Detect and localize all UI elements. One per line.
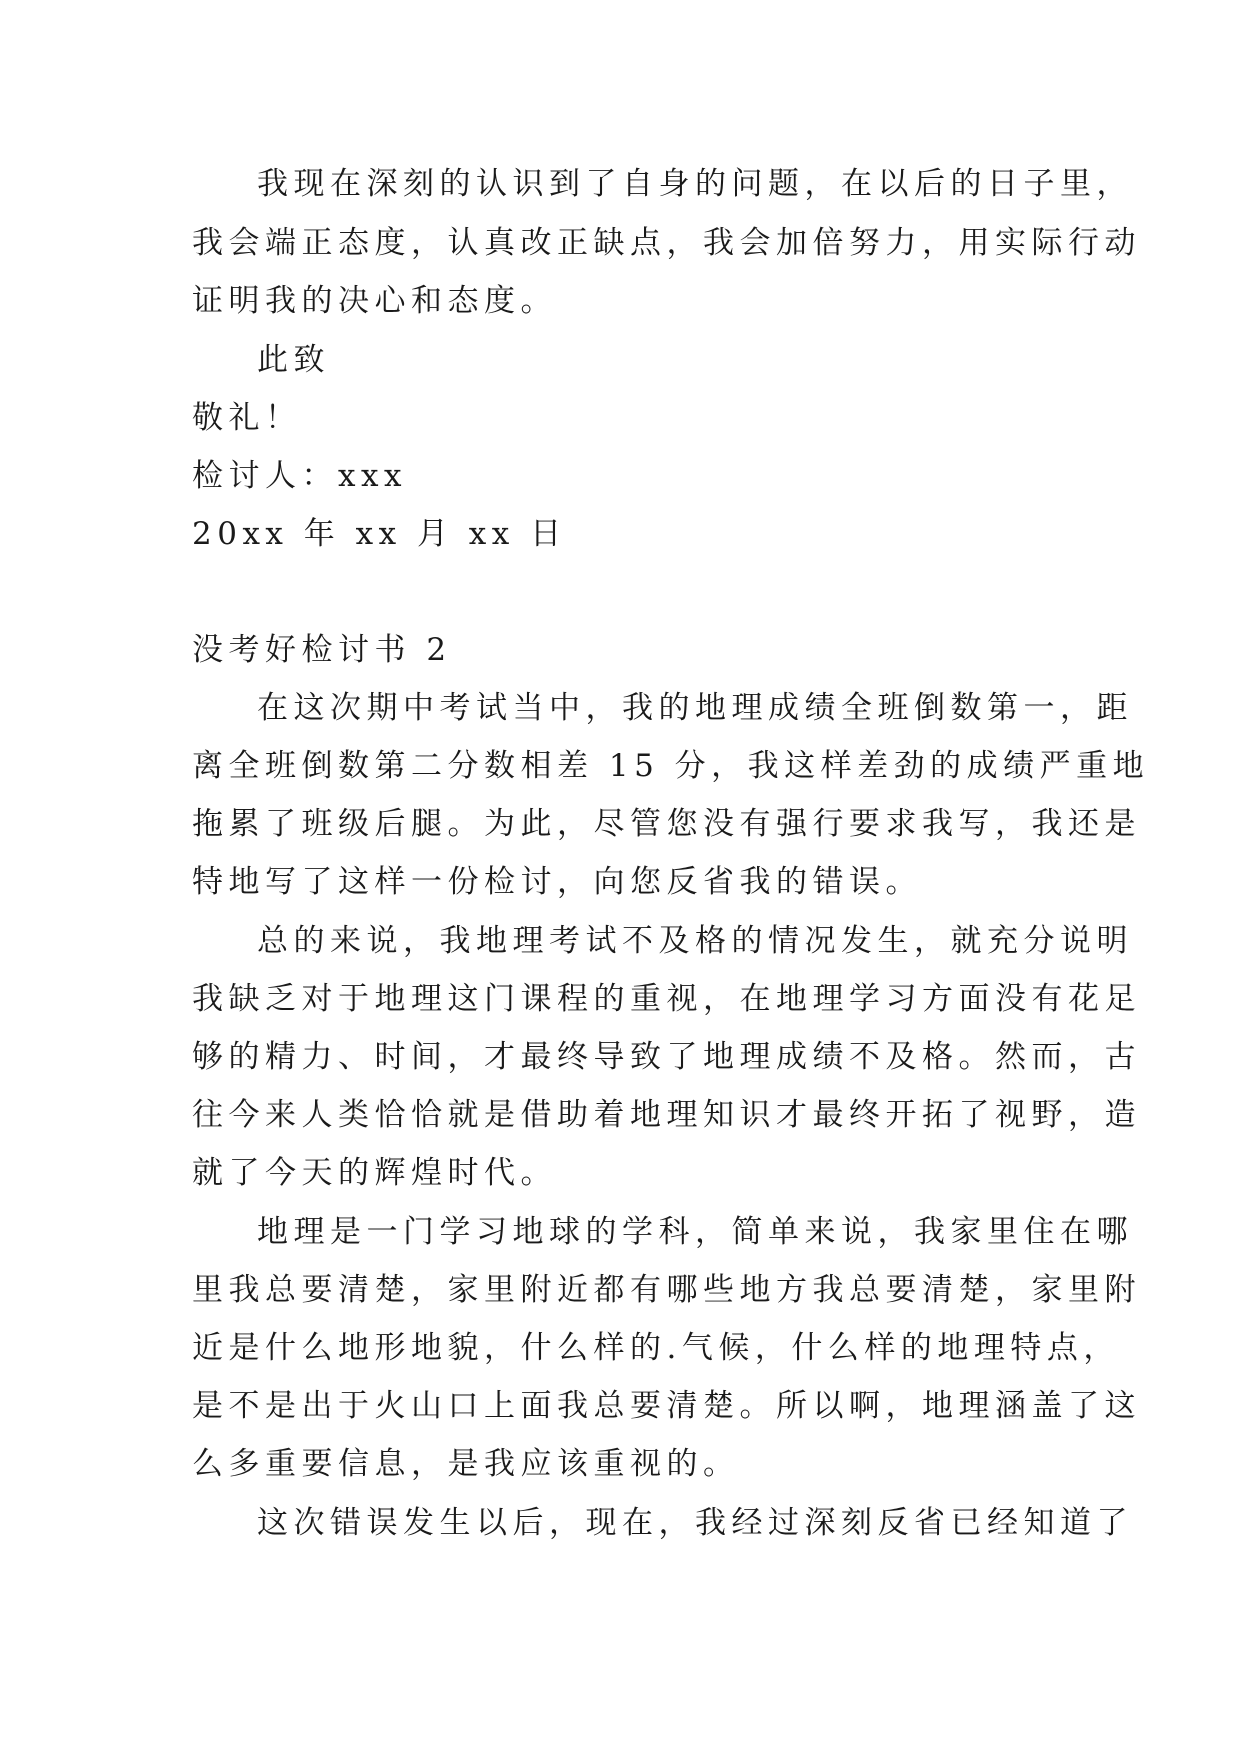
paragraph-line: 么多重要信息，是我应该重视的。 <box>192 1446 740 1482</box>
section-title: 没考好检讨书 2 <box>192 632 452 668</box>
paragraph-line: 这次错误发生以后，现在，我经过深刻反省已经知道了 <box>257 1505 1133 1541</box>
paragraph-line: 是不是出于火山口上面我总要清楚。所以啊，地理涵盖了这 <box>192 1388 1141 1424</box>
paragraph-line: 往今来人类恰恰就是借助着地理知识才最终开拓了视野，造 <box>192 1097 1141 1133</box>
paragraph-line: 就了今天的辉煌时代。 <box>192 1155 557 1191</box>
paragraph-line: 够的精力、时间，才最终导致了地理成绩不及格。然而，古 <box>192 1039 1141 1075</box>
closing-text: 此致 <box>257 342 330 378</box>
paragraph-line: 我会端正态度，认真改正缺点，我会加倍努力，用实际行动 <box>192 225 1141 261</box>
paragraph-line: 我缺乏对于地理这门课程的重视，在地理学习方面没有花足 <box>192 981 1141 1017</box>
paragraph-line: 近是什么地形地貌，什么样的.气候，什么样的地理特点， <box>192 1330 1120 1366</box>
paragraph-line: 地理是一门学习地球的学科，简单来说，我家里住在哪 <box>257 1214 1133 1250</box>
paragraph-line: 证明我的决心和态度。 <box>192 283 557 319</box>
salute-text: 敬礼！ <box>192 400 302 436</box>
date-text: 20xx 年 xx 月 xx 日 <box>192 516 567 552</box>
paragraph-line: 里我总要清楚，家里附近都有哪些地方我总要清楚，家里附 <box>192 1272 1141 1308</box>
paragraph-line: 总的来说，我地理考试不及格的情况发生，就充分说明 <box>257 923 1133 959</box>
paragraph-line: 特地写了这样一份检讨，向您反省我的错误。 <box>192 864 922 900</box>
paragraph-line: 离全班倒数第二分数相差 15 分，我这样差劲的成绩严重地 <box>192 748 1150 784</box>
paragraph-line: 我现在深刻的认识到了自身的问题，在以后的日子里， <box>257 166 1133 202</box>
paragraph-line: 在这次期中考试当中，我的地理成绩全班倒数第一，距 <box>257 690 1133 726</box>
signer-text: 检讨人：xxx <box>192 458 407 494</box>
paragraph-line: 拖累了班级后腿。为此，尽管您没有强行要求我写，我还是 <box>192 806 1141 842</box>
